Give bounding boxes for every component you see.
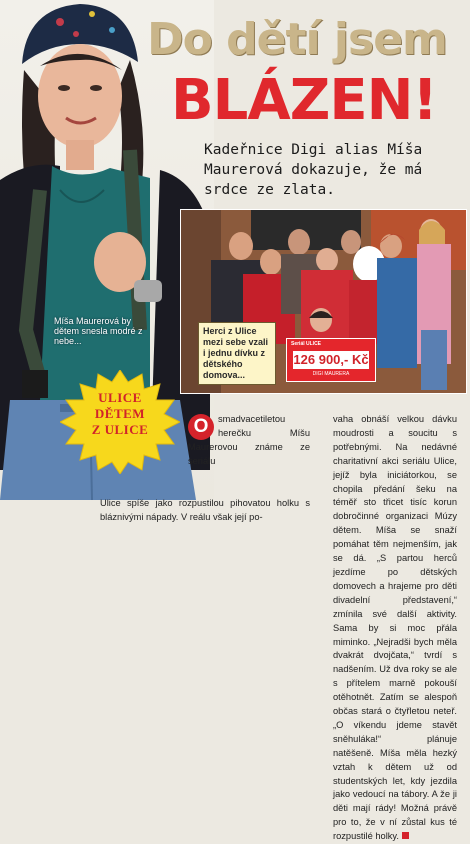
badge-text — [74, 390, 166, 438]
article-column-1-continued — [100, 497, 310, 525]
article-col1-text: smadvacetiletou herečku Míšu Maurerovou známe ze seriálu — [188, 414, 310, 466]
group-photo-caption: Herci z Ulice mezi sebe vzali i jednu dívku z dětského domova... — [198, 322, 276, 385]
headline-main: BLÁZEN! — [171, 68, 437, 133]
badge-line-3: Z ULICE — [91, 422, 149, 437]
ulice-badge — [60, 370, 180, 474]
article-column-2 — [333, 413, 457, 844]
article-col1-continued-text: Ulice spíše jako rozpustilou pihovatou holku s bláznivými nápady. V reálu však její po- — [100, 498, 310, 522]
charity-check — [286, 338, 376, 382]
headline-top: Do dětí jsem — [147, 14, 447, 65]
check-amount: 126 900,- Kč — [293, 352, 369, 367]
lede-text: Kadeřnice Digi alias Míša Maurerová dokazuje, že má srdce ze zlata. — [204, 142, 423, 198]
group-photo — [180, 209, 467, 394]
check-label: Seriál ULICE — [291, 341, 322, 347]
check-sub: DIGI MAURERA — [312, 371, 350, 377]
article-column-1 — [188, 413, 310, 469]
badge-line-2: DĚTEM — [94, 406, 146, 421]
article-col2-text: vaha obnáší velkou dávku moudrosti a soucitu s potřebnými. Na nedávné charitativní akci seriálu Ulice, jejíž byla iniciátorkou, se chopila předání šeku na téměř sto třicet tisíc korun dobročinné organizaci Múzy dětem. Míša se snaží pomáhat těm nejmenším, jak se dá. „S partou herců jezdíme po dětských domovech a hrajeme pro děti divadelní představení,“ zmínila své další aktivity. Sama by si moc přála miminko. „Nejradši bych měla dvakrát dvojčata,“ tvrdí s nadšením. Už dva roky se ale s přítelem marně pokouší otěhotnět. Zatím se alespoň občas stará o čtyřletou neteř. „O víkendu jdeme stavět sněhuláka!“ plánuje natěšeně. Míša měla hezký vztah k dětem už od studentských let, kdy jezdila jako vedoucí na tábory. A že ji děti mají rády! Možná právě pro to, že v ní zůstal kus té rozpustilé holky. — [333, 414, 457, 842]
badge-line-1: ULICE — [98, 390, 142, 405]
end-mark — [402, 832, 409, 839]
photo-caption: Míša Maurerová by dětem snesla modré z nebe... — [54, 316, 143, 346]
drop-cap: O — [188, 414, 214, 440]
